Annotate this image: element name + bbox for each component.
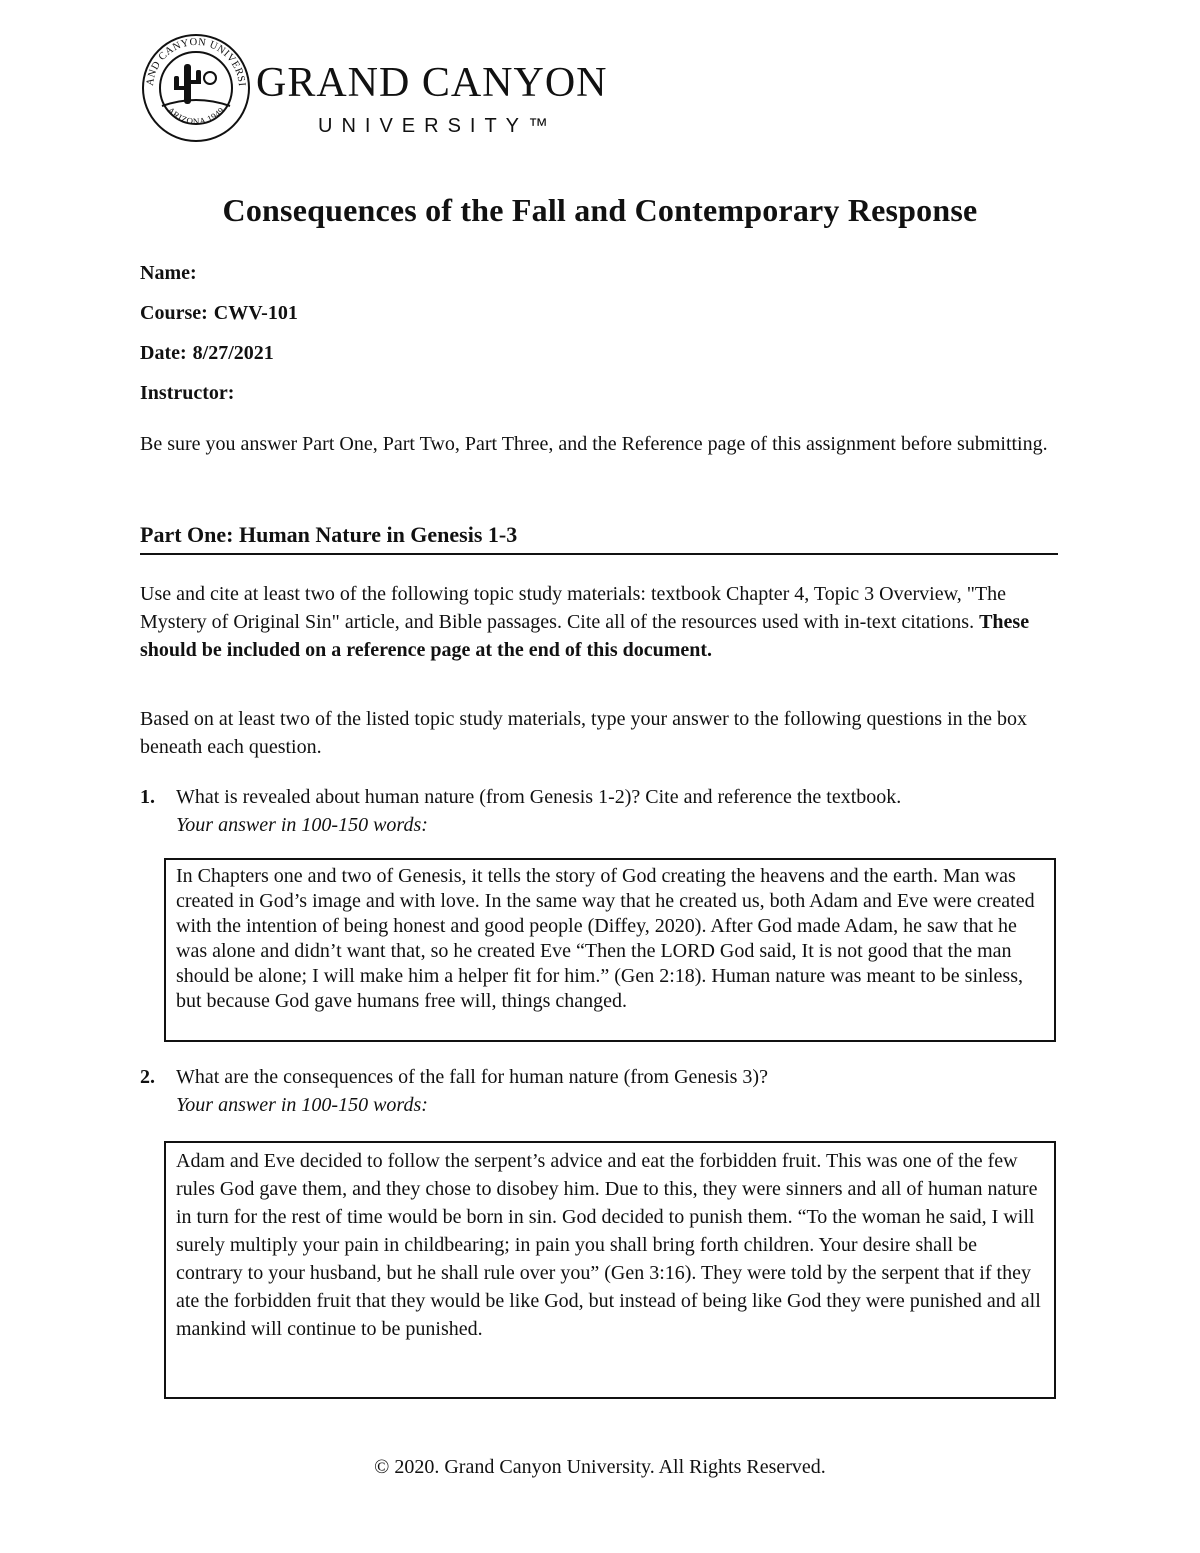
university-seal	[140, 32, 249, 141]
use-cite-paragraph	[140, 580, 1060, 664]
name-label: Name:	[140, 262, 197, 284]
instructions-paragraph: Be sure you answer Part One, Part Two, Part Three, and the Reference page of this assignment before submitting.	[140, 433, 1048, 455]
use-cite-bold-text: These should be included on a reference page at the end of this document.	[140, 611, 1030, 661]
use-cite-text: Use and cite at least two of the following topic study materials: textbook Chapter 4, Topic 3 Overview, "The Mystery of Original Sin" article, and Bible passages. Cite all of the resources used with in-text citations.	[140, 583, 1006, 633]
part-one-heading: Part One: Human Nature in Genesis 1-3	[140, 522, 1058, 555]
course-label: Course:	[140, 302, 208, 324]
copyright-footer: © 2020. Grand Canyon University. All Rights Reserved.	[374, 1456, 826, 1478]
course-field	[140, 302, 298, 325]
answer-prompt: Your answer in 100-150 words:	[176, 1094, 428, 1116]
seal-text-top: AND CANYON UNIVERSI	[144, 36, 248, 87]
question-number: 1.	[140, 786, 155, 808]
document-title: Consequences of the Fall and Contemporary Response	[222, 192, 978, 228]
answer-box-2[interactable]: Adam and Eve decided to follow the serpent’s advice and eat the forbidden fruit. This was one of the few rules God gave them, and they chose to disobey him. Due to this, they were sinners and all of human nature in turn for the rest of time would be born in sin. God decided to punish them. “To the woman he said, I will surely multiply your pain in childbearing; in pain you shall bring forth children. Your desire shall be contrary to your husband, but he shall rule over you” (Gen 3:16). They were told by the serpent that if they ate the forbidden fruit that they would be like God, but instead of being like God they were punished and all mankind will continue to be punished.	[164, 1141, 1056, 1399]
question-number: 2.	[140, 1066, 155, 1088]
date-field	[140, 342, 274, 365]
question-2	[140, 1063, 1060, 1119]
question-1	[140, 783, 1060, 839]
date-value: 8/27/2021	[192, 342, 274, 364]
svg-text:ARIZONA 1949	[165, 105, 226, 126]
question-text: What are the consequences of the fall for human nature (from Genesis 3)?	[176, 1066, 768, 1088]
landscape-icon	[162, 100, 230, 106]
logo-subtitle: UNIVERSITY™	[318, 115, 558, 137]
cactus-icon	[174, 64, 201, 104]
answer-box-1[interactable]: In Chapters one and two of Genesis, it tells the story of God creating the heavens and the earth. Man was created in God’s image and with love. In the same way that he created us, both Adam and Eve were created with the intention of being honest and good people (Diffey, 2020). After God made Adam, he saw that he was alone and didn’t want that, so he created Eve “Then the LORD God said, It is not good that the man should be alone; I will make him a helper fit for him.” (Gen 2:18). Human nature was meant to be sinless, but because God gave humans free will, things changed.	[164, 858, 1056, 1042]
name-field	[140, 262, 197, 285]
logo-wordmark: GRAND CANYON	[256, 60, 608, 106]
instructor-field	[140, 382, 234, 405]
answer-prompt: Your answer in 100-150 words:	[176, 814, 428, 836]
based-paragraph: Based on at least two of the listed topic study materials, type your answer to the following questions in the box beneath each question.	[140, 708, 1028, 758]
date-label: Date:	[140, 342, 187, 364]
question-text: What is revealed about human nature (from Genesis 1-2)? Cite and reference the textbook.	[176, 786, 902, 808]
seal-text-bottom: ARIZONA 1949	[165, 105, 227, 127]
sun-icon	[204, 72, 216, 84]
course-value: CWV-101	[213, 302, 298, 324]
instructor-label: Instructor:	[140, 382, 235, 404]
university-logo	[140, 32, 640, 144]
